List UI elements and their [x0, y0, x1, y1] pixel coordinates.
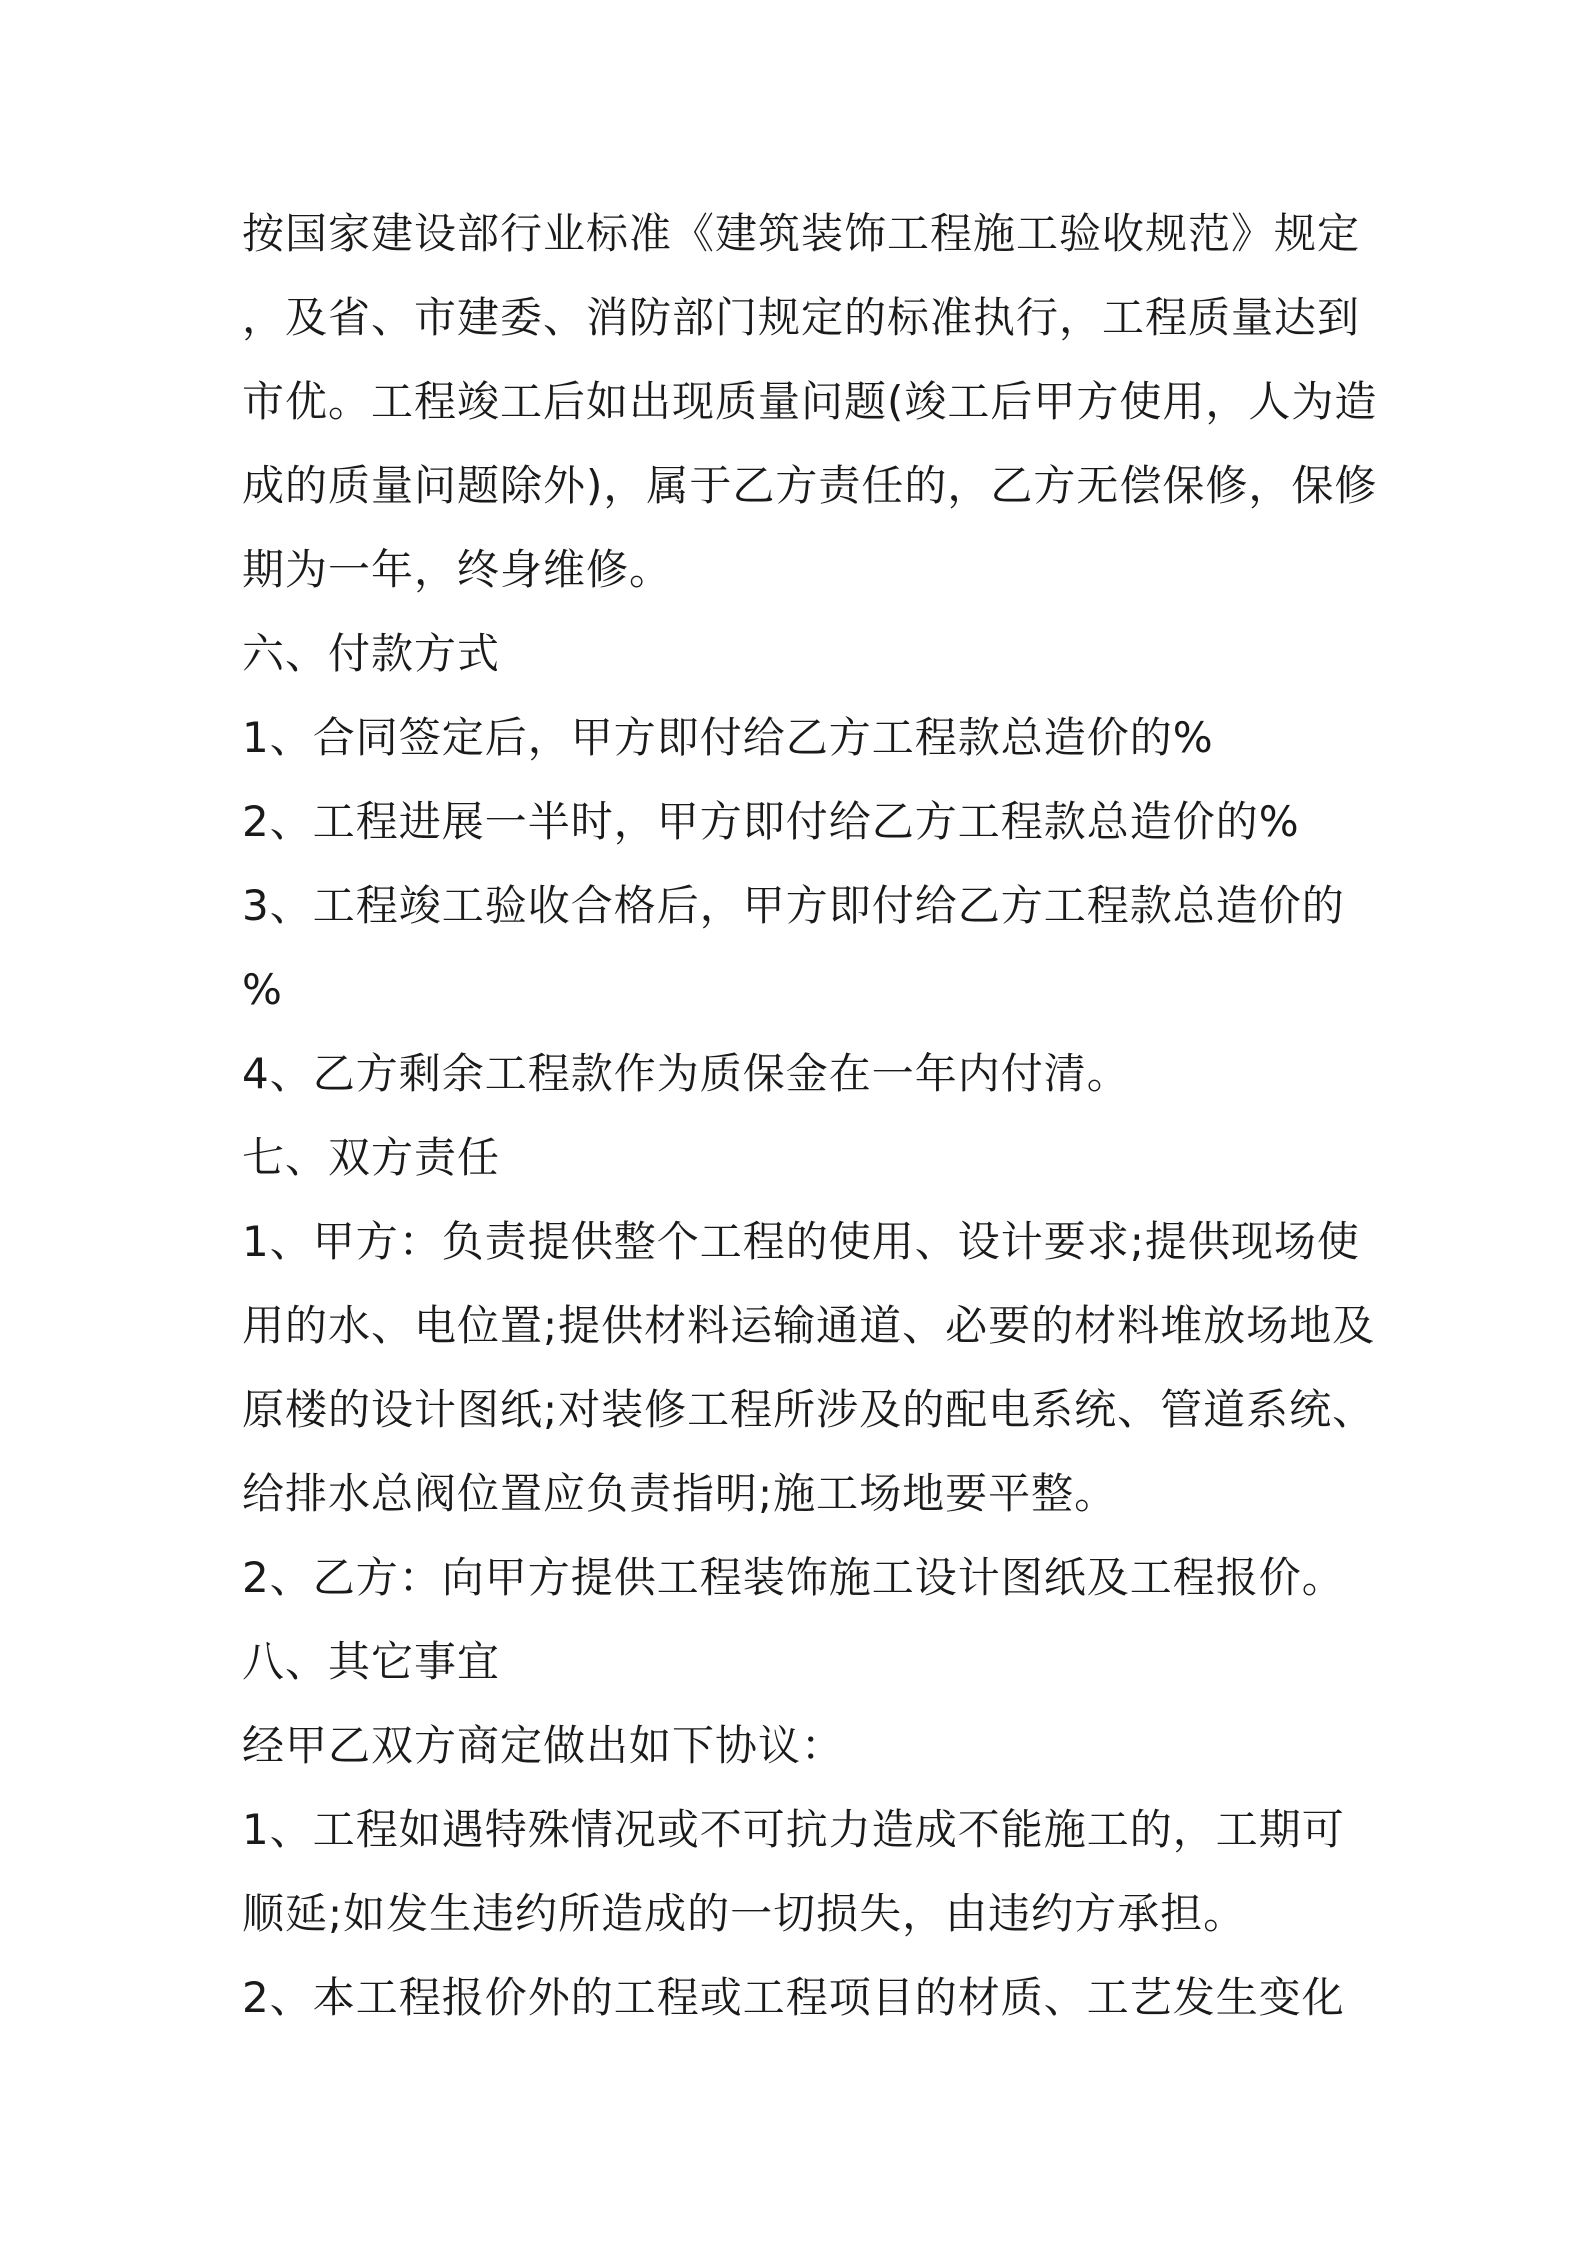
text-line-quality-standard-2: ，及省、市建委、消防部门规定的标准执行，工程质量达到 [242, 293, 1361, 342]
other-matters-item-1: 1、工程如遇特殊情况或不可抗力造成不能施工的，工期可 [242, 1805, 1345, 1854]
payment-item-4: 4、乙方剩余工程款作为质保金在一年内付清。 [242, 1049, 1130, 1098]
payment-item-2: 2、工程进展一半时，甲方即付给乙方工程款总造价的% [242, 797, 1300, 846]
other-matters-item-2: 2、本工程报价外的工程或工程项目的材质、工艺发生变化 [242, 1973, 1345, 2022]
text-line-quality-standard-4: 成的质量问题除外)，属于乙方责任的，乙方无偿保修，保修 [242, 461, 1378, 510]
section-heading-other-matters: 八、其它事宜 [242, 1637, 501, 1686]
payment-item-3-continued: % [242, 965, 283, 1014]
other-matters-item-1-continued: 顺延;如发生违约所造成的一切损失，由违约方承担。 [242, 1889, 1247, 1938]
payment-item-1: 1、合同签定后，甲方即付给乙方工程款总造价的% [242, 713, 1214, 762]
responsibility-party-a-2: 用的水、电位置;提供材料运输通道、必要的材料堆放场地及 [242, 1301, 1376, 1350]
responsibility-party-a-4: 给排水总阀位置应负责指明;施工场地要平整。 [242, 1469, 1118, 1518]
section-heading-payment: 六、付款方式 [242, 629, 501, 678]
payment-item-3: 3、工程竣工验收合格后，甲方即付给乙方工程款总造价的 [242, 881, 1345, 930]
section-heading-responsibilities: 七、双方责任 [242, 1133, 501, 1182]
responsibility-party-a-3: 原楼的设计图纸;对装修工程所涉及的配电系统、管道系统、 [242, 1385, 1376, 1434]
document-body [242, 192, 1378, 2040]
responsibility-party-a-1: 1、甲方：负责提供整个工程的使用、设计要求;提供现场使 [242, 1217, 1360, 1266]
text-line-quality-standard-5: 期为一年，终身维修。 [242, 545, 673, 594]
other-matters-intro: 经甲乙双方商定做出如下协议： [242, 1721, 845, 1770]
responsibility-party-b: 2、乙方：向甲方提供工程装饰施工设计图纸及工程报价。 [242, 1553, 1345, 1602]
text-line-quality-standard-3: 市优。工程竣工后如出现质量问题(竣工后甲方使用，人为造 [242, 377, 1378, 426]
text-line-quality-standard-1: 按国家建设部行业标准《建筑装饰工程施工验收规范》规定 [242, 209, 1361, 258]
